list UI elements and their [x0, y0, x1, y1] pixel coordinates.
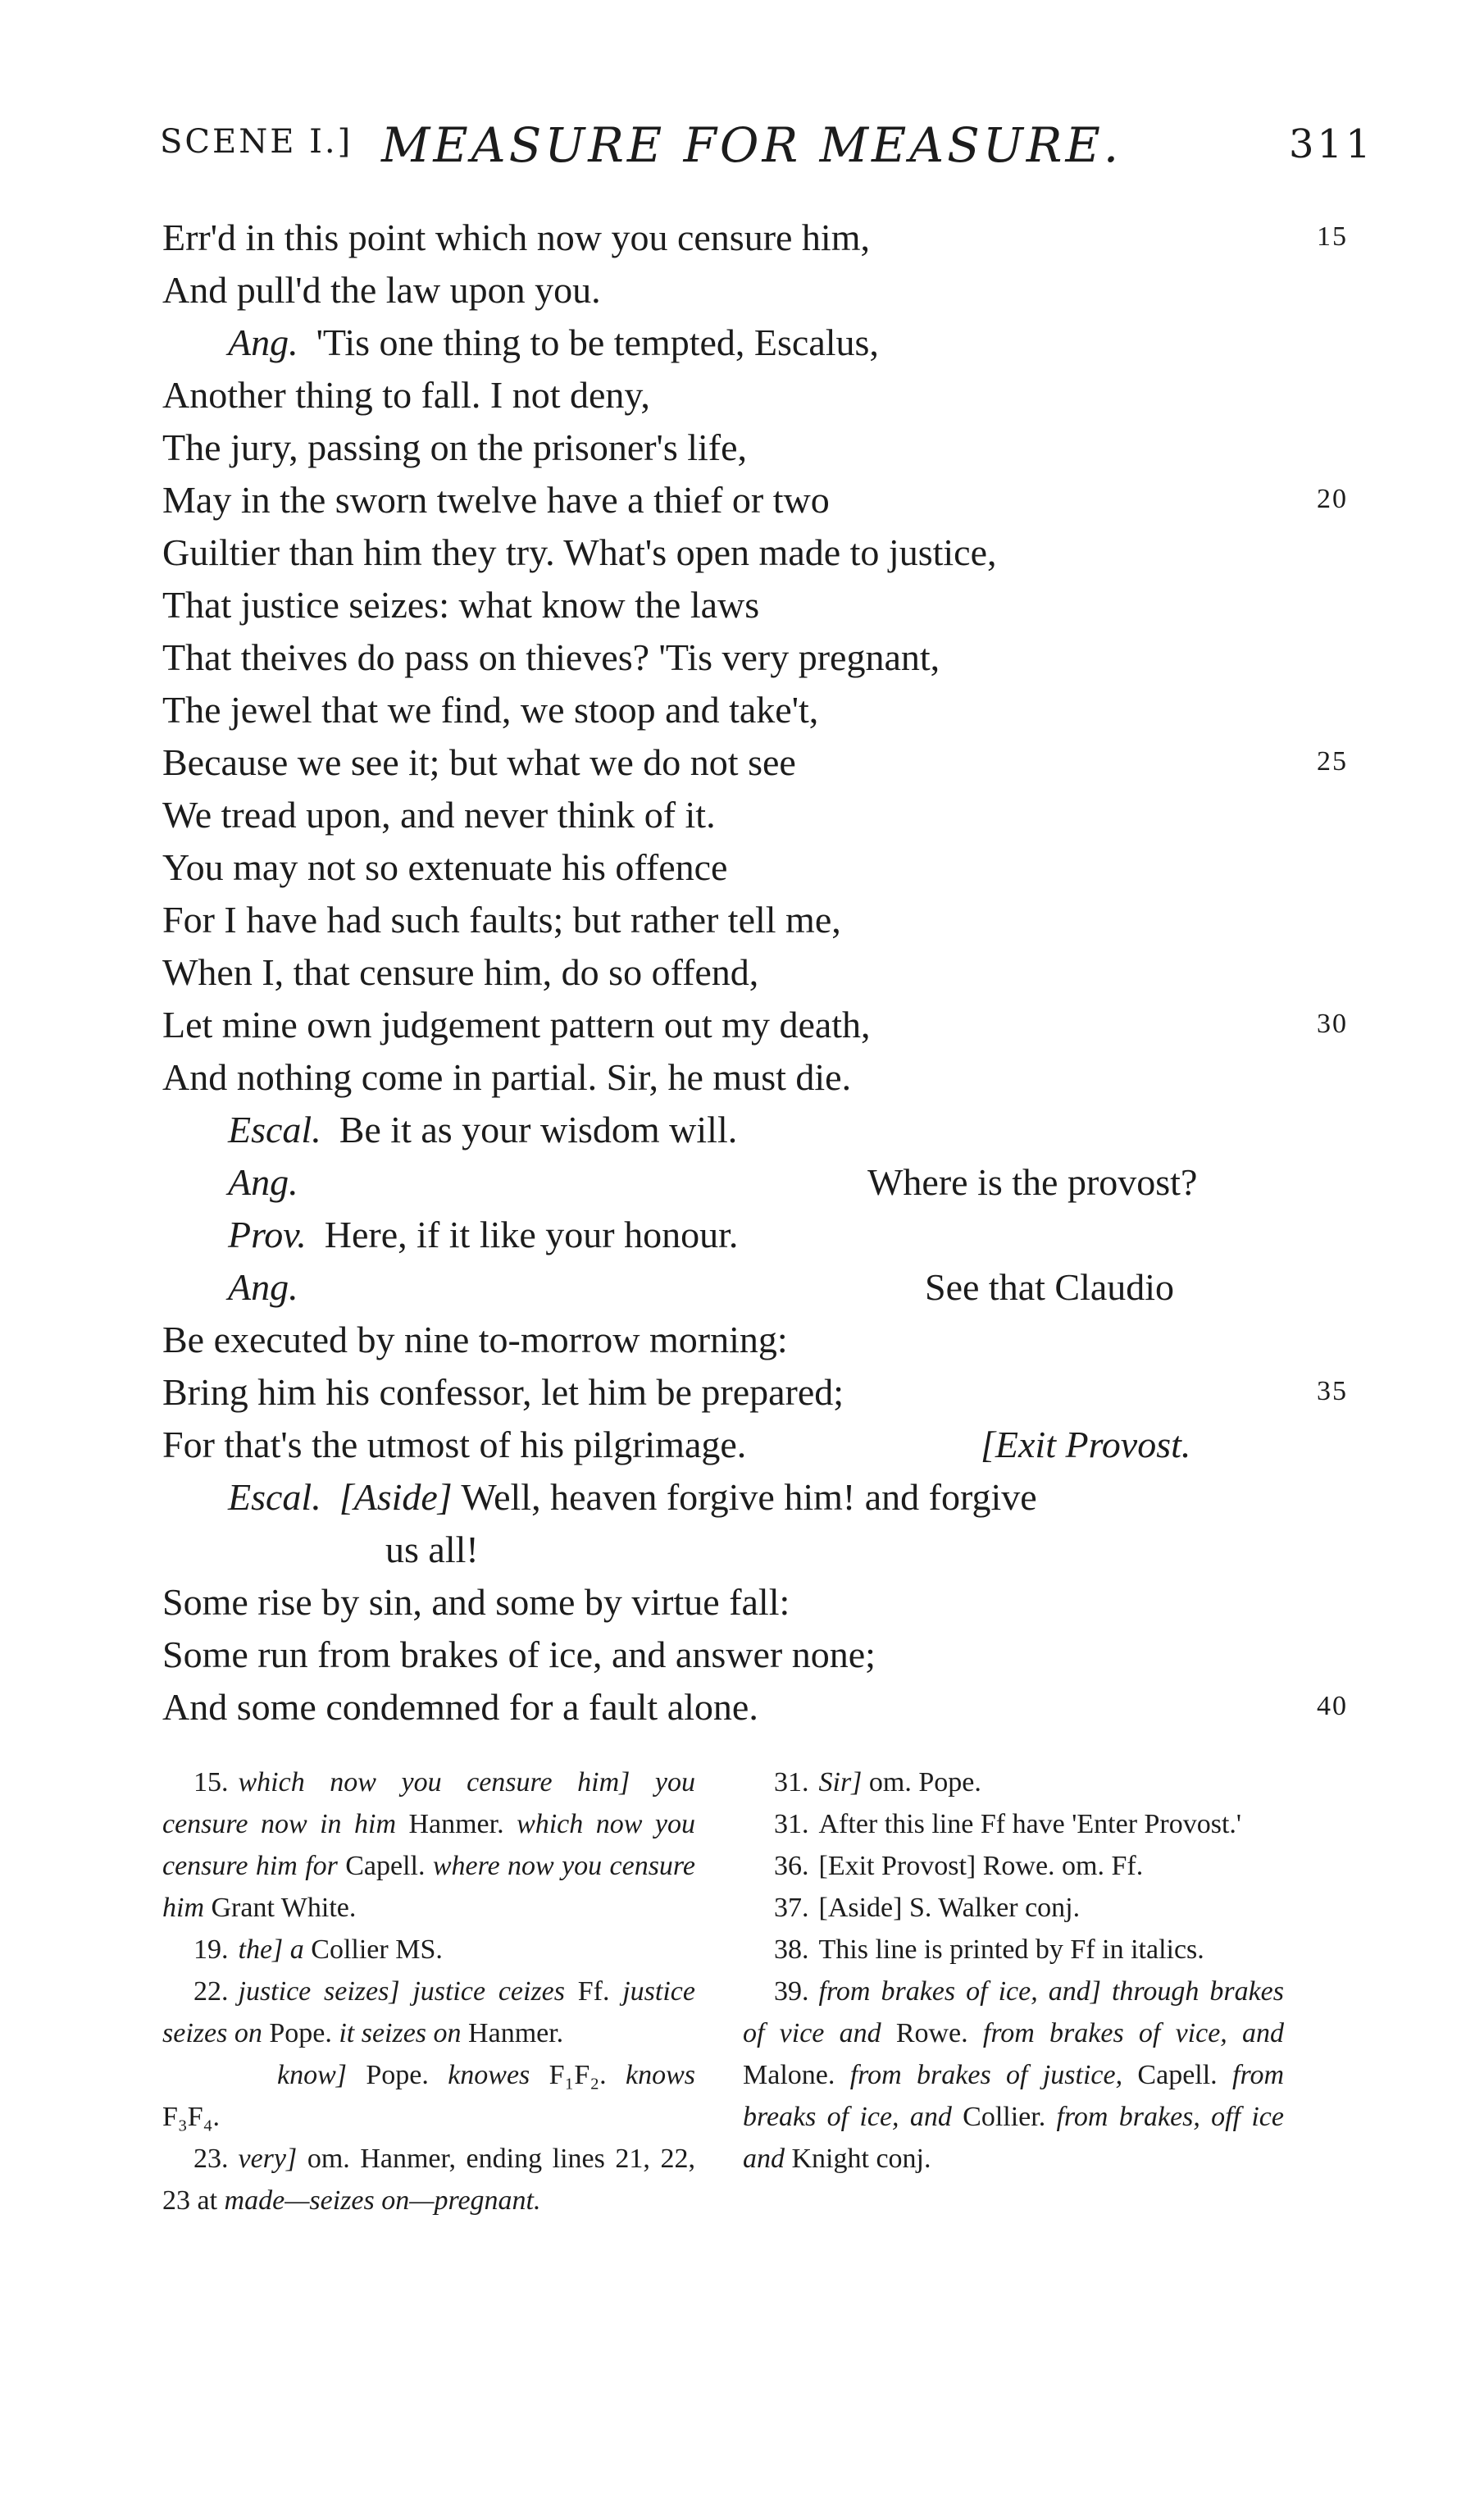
verse-line-continuation: Where is the provost?: [867, 1161, 1198, 1203]
speaker-name: Escal.: [228, 1476, 321, 1518]
verse-line: You may not so extenuate his offence: [162, 846, 728, 888]
footnote: 36. [Exit Provost] Rowe. om. Ff.: [774, 1851, 1144, 1881]
footnote: 23. very] om. Hanmer, ending lines 21, 22, 23 at made—seizes on—pregnant.: [162, 2144, 695, 2216]
speaker-name: Ang.: [228, 1161, 298, 1203]
footnotes-left: [162, 1761, 695, 2221]
verse-line: That theives do pass on thieves? 'Tis very pregnant,: [162, 636, 940, 678]
verse-line: [228, 1156, 316, 1209]
verse-line: The jury, passing on the prisoner's life,: [162, 426, 748, 468]
verse-line: Err'd in this point which now you censure him,: [162, 216, 870, 258]
footnote: 15. which now you censure him] you censure now in him Hanmer. which now you censure him for Capell. where now you censure him Grant White.: [162, 1767, 695, 1923]
verse-line: For I have had such faults; but rather tell me,: [162, 899, 841, 941]
verse-line: [228, 1261, 316, 1314]
footnote: 22. justice seizes] justice ceizes Ff. justice seizes on Pope. it seizes on Hanmer.: [162, 1976, 695, 2048]
line-number: 20: [1317, 484, 1348, 514]
verse-line: Escal. [Aside] Well, heaven forgive him! and forgive: [228, 1476, 1037, 1518]
footnote: 37. [Aside] S. Walker conj.: [774, 1893, 1081, 1923]
running-header-scene: SCENE I.]: [160, 123, 353, 161]
verse-line: Ang. 'Tis one thing to be tempted, Escalus,: [228, 321, 879, 363]
verse-line: Guiltier than him they try. What's open made to justice,: [162, 531, 997, 573]
verse-line: For that's the utmost of his pilgrimage.: [162, 1424, 747, 1465]
line-number: 15: [1317, 221, 1348, 252]
line-number: 40: [1317, 1691, 1348, 1721]
verse-line-continuation: See that Claudio: [925, 1266, 1175, 1308]
verse-line: Because we see it; but what we do not see: [162, 741, 796, 783]
verse-line: We tread upon, and never think of it.: [162, 794, 716, 836]
footnotes-right: [743, 1761, 1284, 2180]
verse-line: And some condemned for a fault alone.: [162, 1686, 758, 1728]
speaker-name: Ang.: [228, 1266, 298, 1308]
verse-line: us all!: [385, 1529, 479, 1570]
stage-direction: [Aside]: [339, 1476, 453, 1518]
verse-line: When I, that censure him, do so offend,: [162, 951, 759, 993]
verse-line: Let mine own judgement pattern out my death,: [162, 1004, 871, 1046]
verse-line: Prov. Here, if it like your honour.: [228, 1214, 739, 1255]
speaker-name: Prov.: [228, 1214, 307, 1255]
footnote: 19. the] a Collier MS.: [193, 1934, 443, 1965]
verse-line: Some run from brakes of ice, and answer none;: [162, 1633, 876, 1675]
verse-line: That justice seizes: what know the laws: [162, 584, 760, 626]
footnote: 31. After this line Ff have 'Enter Provost.': [774, 1809, 1242, 1839]
stage-direction: [Exit Provost.: [981, 1424, 1191, 1465]
speaker-name: Ang.: [228, 321, 298, 363]
line-number: 35: [1317, 1376, 1348, 1406]
verse-line: And pull'd the law upon you.: [162, 269, 601, 311]
verse-line: Some rise by sin, and some by virtue fall:: [162, 1581, 790, 1623]
footnote: 38. This line is printed by Ff in italics.: [774, 1934, 1204, 1965]
line-number: 25: [1317, 746, 1348, 777]
verse-line: And nothing come in partial. Sir, he must die.: [162, 1056, 852, 1098]
verse-line: The jewel that we find, we stoop and take't,: [162, 689, 819, 731]
footnote: 31. Sir] om. Pope.: [774, 1767, 981, 1797]
verse-line: Bring him his confessor, let him be prepared;: [162, 1371, 844, 1413]
footnote: know] Pope. knowes F₁F₂. knows F₃F₄.: [162, 2060, 695, 2132]
speaker-name: Escal.: [228, 1109, 321, 1150]
verse-line: Be executed by nine to-morrow morning:: [162, 1319, 788, 1360]
page-number: 311: [1289, 121, 1374, 167]
verse-line: Escal. Be it as your wisdom will.: [228, 1109, 738, 1150]
line-number: 30: [1317, 1009, 1348, 1039]
footnote: 39. from brakes of ice, and] through brakes of vice and Rowe. from brakes of vice, and Malone. from brakes of justice, Capell. from breaks of ice, and Collier. from brakes, off ice and Knight conj.: [743, 1976, 1285, 2174]
verse-line: Another thing to fall. I not deny,: [162, 374, 650, 416]
running-header-title: MEASURE FOR MEASURE.: [381, 117, 1122, 173]
verse-line: May in the sworn twelve have a thief or two: [162, 479, 830, 521]
